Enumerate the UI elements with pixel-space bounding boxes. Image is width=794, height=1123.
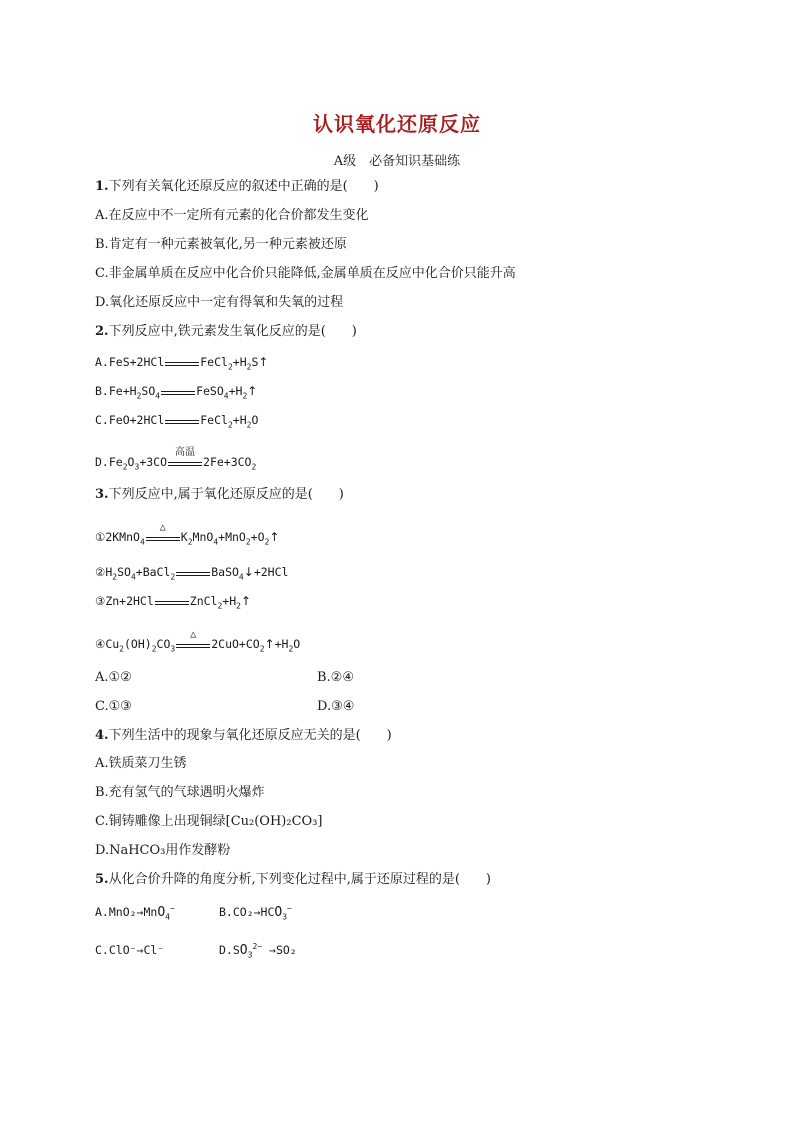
q3-option-b: B.②④ bbox=[317, 670, 354, 685]
question-stem: 下列反应中,铁元素发生氧化反应的是( ) bbox=[108, 324, 357, 339]
question-stem: 下列反应中,属于氧化还原反应的是( ) bbox=[108, 487, 344, 502]
q1-option-b: B.肯定有一种元素被氧化,另一种元素被还原 bbox=[95, 237, 347, 252]
question-2 bbox=[95, 323, 357, 341]
q5-option-a: A.MnO₂→MnO$_4$− bbox=[95, 904, 175, 922]
question-4 bbox=[95, 727, 392, 745]
q4-option-c: C.铜铸雕像上出现铜绿[Cu₂(OH)₂CO₃] bbox=[95, 814, 323, 829]
q2-option-a: A.FeS+2HCl $FeCl_2+H_2S↑$ bbox=[95, 355, 269, 372]
q2-option-d: $D.Fe_2O_3+3CO$ 高温 $2Fe+3CO_2$ bbox=[95, 453, 256, 471]
q5-options-row-1 bbox=[95, 903, 292, 922]
q3-item-3: ③Zn+2HCl $ZnCl_2+H_2↑$ bbox=[95, 594, 252, 611]
q2-option-b: $B.Fe+H_2SO_4$ $FeSO_4+H_2↑$ bbox=[95, 384, 258, 401]
page-title: 认识氧化还原反应 bbox=[313, 112, 481, 136]
question-number: 1. bbox=[95, 179, 109, 194]
question-number: 5. bbox=[95, 872, 109, 887]
q5-option-c: C.ClO⁻→Cl⁻ bbox=[95, 943, 165, 957]
section-subtitle: A级 必备知识基础练 bbox=[333, 154, 461, 169]
question-number: 4. bbox=[95, 728, 109, 743]
question-stem: 下列生活中的现象与氧化还原反应无关的是( ) bbox=[108, 728, 392, 743]
q3-item-2: $②H_2SO_4+BaCl_2$ BaSO$_4$↓+2HCl bbox=[95, 565, 289, 582]
question-1 bbox=[95, 178, 379, 196]
q4-option-b: B.充有氢气的气球遇明火爆炸 bbox=[95, 785, 265, 800]
heat-symbol: △ bbox=[190, 628, 197, 640]
question-number: 2. bbox=[95, 324, 109, 339]
q3-option-d: D.③④ bbox=[317, 699, 355, 714]
question-5 bbox=[95, 871, 491, 889]
q1-option-d: D.氧化还原反应中一定有得氧和失氧的过程 bbox=[95, 295, 344, 310]
question-stem: 从化合价升降的角度分析,下列变化过程中,属于还原过程的是( ) bbox=[108, 872, 491, 887]
q5-option-d: $D.SO_3^{2-} \to SO_2$ bbox=[219, 942, 297, 960]
q2-option-c: C.FeO+2HCl $FeCl_2+H_2O$ bbox=[95, 413, 259, 430]
q3-item-4: $④Cu_2(OH)_2CO_3$ △ $2CuO+CO_2↑+H_2O$ bbox=[95, 635, 300, 653]
q5-option-b: $B.CO_2\to HCO_3^-$ bbox=[219, 904, 292, 922]
q4-option-a: A.铁质菜刀生锈 bbox=[95, 756, 187, 771]
reaction-condition: 高温 bbox=[175, 446, 196, 458]
q4-option-d: D.NaHCO₃用作发酵粉 bbox=[95, 843, 231, 858]
q5-options-row-2 bbox=[95, 941, 297, 960]
question-stem: 下列有关氧化还原反应的叙述中正确的是( ) bbox=[108, 179, 379, 194]
q3-options-row-1 bbox=[95, 669, 354, 687]
q3-option-c: C.①③ bbox=[95, 699, 132, 714]
question-3 bbox=[95, 486, 344, 504]
q3-options-row-2 bbox=[95, 698, 355, 716]
q1-option-a: A.在反应中不一定所有元素的化合价都发生变化 bbox=[95, 208, 369, 223]
q3-item-1: ①2KMnO$_4$ △ $K_2MnO_4+MnO_2+O_2↑$ bbox=[95, 528, 279, 546]
q3-option-a: A.①② bbox=[95, 670, 132, 685]
question-number: 3. bbox=[95, 487, 109, 502]
heat-symbol: △ bbox=[159, 521, 166, 533]
q1-option-c: C.非金属单质在反应中化合价只能降低,金属单质在反应中化合价只能升高 bbox=[95, 266, 516, 281]
